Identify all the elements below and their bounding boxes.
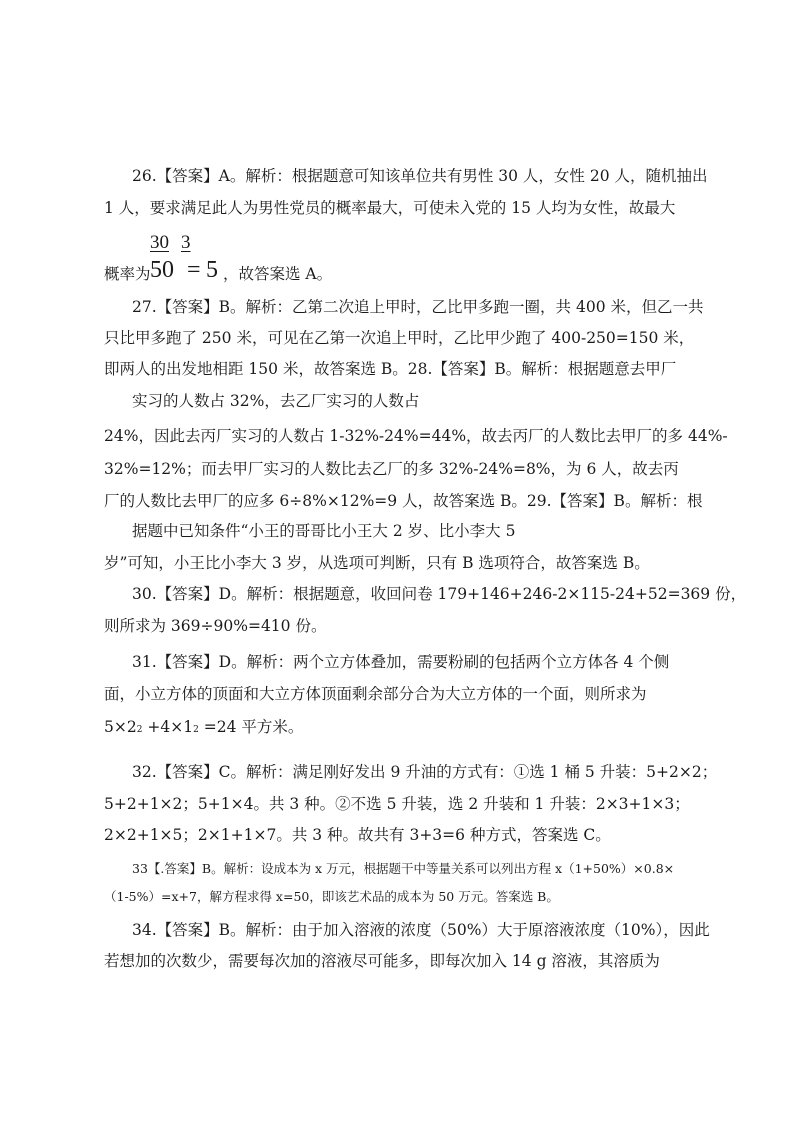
q28-line-2: 24%，因此去丙厂实习的人数占 1-32%-24%=44%，故去丙厂的人数比去甲厂的多 44%-	[104, 427, 728, 445]
q32-line-3: 2×2+1×5；2×1+1×7。共 3 种。故共有 3+3=6 种方式，答案选 C。	[104, 826, 611, 844]
q30-line-1: 30.【答案】D。解析：根据题意，收回问卷 179+146+246-2×115-24+52=369 份，	[132, 585, 747, 603]
q31-expr-a: 5×2	[104, 718, 137, 736]
q26-line-2: 1 人，要求满足此人为男性党员的概率最大，可使未入党的 15 人均为女性，故最大	[104, 199, 676, 217]
fraction-numerator-30: 30	[150, 232, 169, 253]
q34-line-1: 34.【答案】B。解析：由于加入溶液的浓度（50%）大于原溶液浓度（10%），因此	[132, 921, 710, 939]
q29-line-1: 据题中已知条件“小王的哥哥比小王大 2 岁、比小李大 5	[132, 522, 516, 540]
q26-line-1: 26.【答案】A。解析：根据题意可知该单位共有男性 30 人，女性 20 人，随机抽出	[132, 167, 708, 185]
q32-line-2: 5+2+1×2；5+1×4。共 3 种。②不选 5 升装，选 2 升装和 1 升装：2×3+1×3；	[104, 795, 690, 813]
q31-expr-b: +4×1	[147, 718, 194, 736]
q31-line-2: 面，小立方体的顶面和大立方体顶面剩余部分合为大立方体的一个面，则所求为	[104, 685, 647, 703]
q34-line-2: 若想加的次数少，需要每次加的溶液尽可能多，即每次加入 14 g 溶液，其溶质为	[104, 952, 660, 970]
fraction-denominator-5: 5	[206, 257, 218, 283]
q31-subscript-2: 2	[193, 725, 199, 735]
q26-line-3-suffix: ，故答案选 A。	[223, 265, 333, 283]
q28-line-1: 实习的人数占 32%，去乙厂实习的人数占	[132, 392, 420, 410]
q29-line-2: 岁”可知，小王比小李大 3 岁，从选项可判断，只有 B 选项符合，故答案选 B。	[104, 554, 650, 572]
q32-line-1: 32.【答案】C。解析：满足刚好发出 9 升油的方式有：①选 1 桶 5 升装：5+2×2；	[132, 763, 718, 781]
fraction-denominator-50: 50	[150, 257, 174, 283]
q27-line-1: 27.【答案】B。解析：乙第二次追上甲时，乙比甲多跑一圈，共 400 米，但乙一共	[132, 298, 704, 316]
fraction-equals-sign: =	[187, 257, 201, 283]
q31-line-3	[104, 717, 303, 740]
q28-line-4: 厂的人数比去甲厂的应多 6÷8%×12%=9 人，故答案选 B。29.【答案】B。解析：根	[104, 492, 703, 510]
q28-line-3: 32%=12%；而去甲厂实习的人数比去乙厂的多 32%-24%=8%，为 6 人，故去丙	[104, 460, 679, 478]
q31-line-1: 31.【答案】D。解析：两个立方体叠加，需要粉刷的包括两个立方体各 4 个侧	[132, 653, 670, 671]
q33-line-1: 33【.答案】B。解析：设成本为 x 万元，根据题干中等量关系可以列出方程 x（1+50%）×0.8×	[132, 861, 675, 876]
q33-line-2: （1-5%）=x+7，解方程求得 x=50，即该艺术品的成本为 50 万元。答案选 B。	[104, 889, 559, 904]
q26-line-3-prefix: 概率为	[104, 265, 151, 283]
q31-expr-c: =24 平方米。	[203, 718, 304, 736]
q27-line-3: 即两人的出发地相距 150 米，故答案选 B。28.【答案】B。解析：根据题意去甲厂	[104, 360, 677, 378]
q30-line-2: 则所求为 369÷90%=410 份。	[104, 617, 327, 635]
fraction-numerator-3: 3	[181, 232, 191, 253]
q31-subscript-1: 2	[136, 725, 143, 735]
q27-line-2: 只比甲多跑了 250 米，可见在乙第一次追上甲时，乙比甲少跑了 400-250=150 米，	[104, 329, 695, 347]
